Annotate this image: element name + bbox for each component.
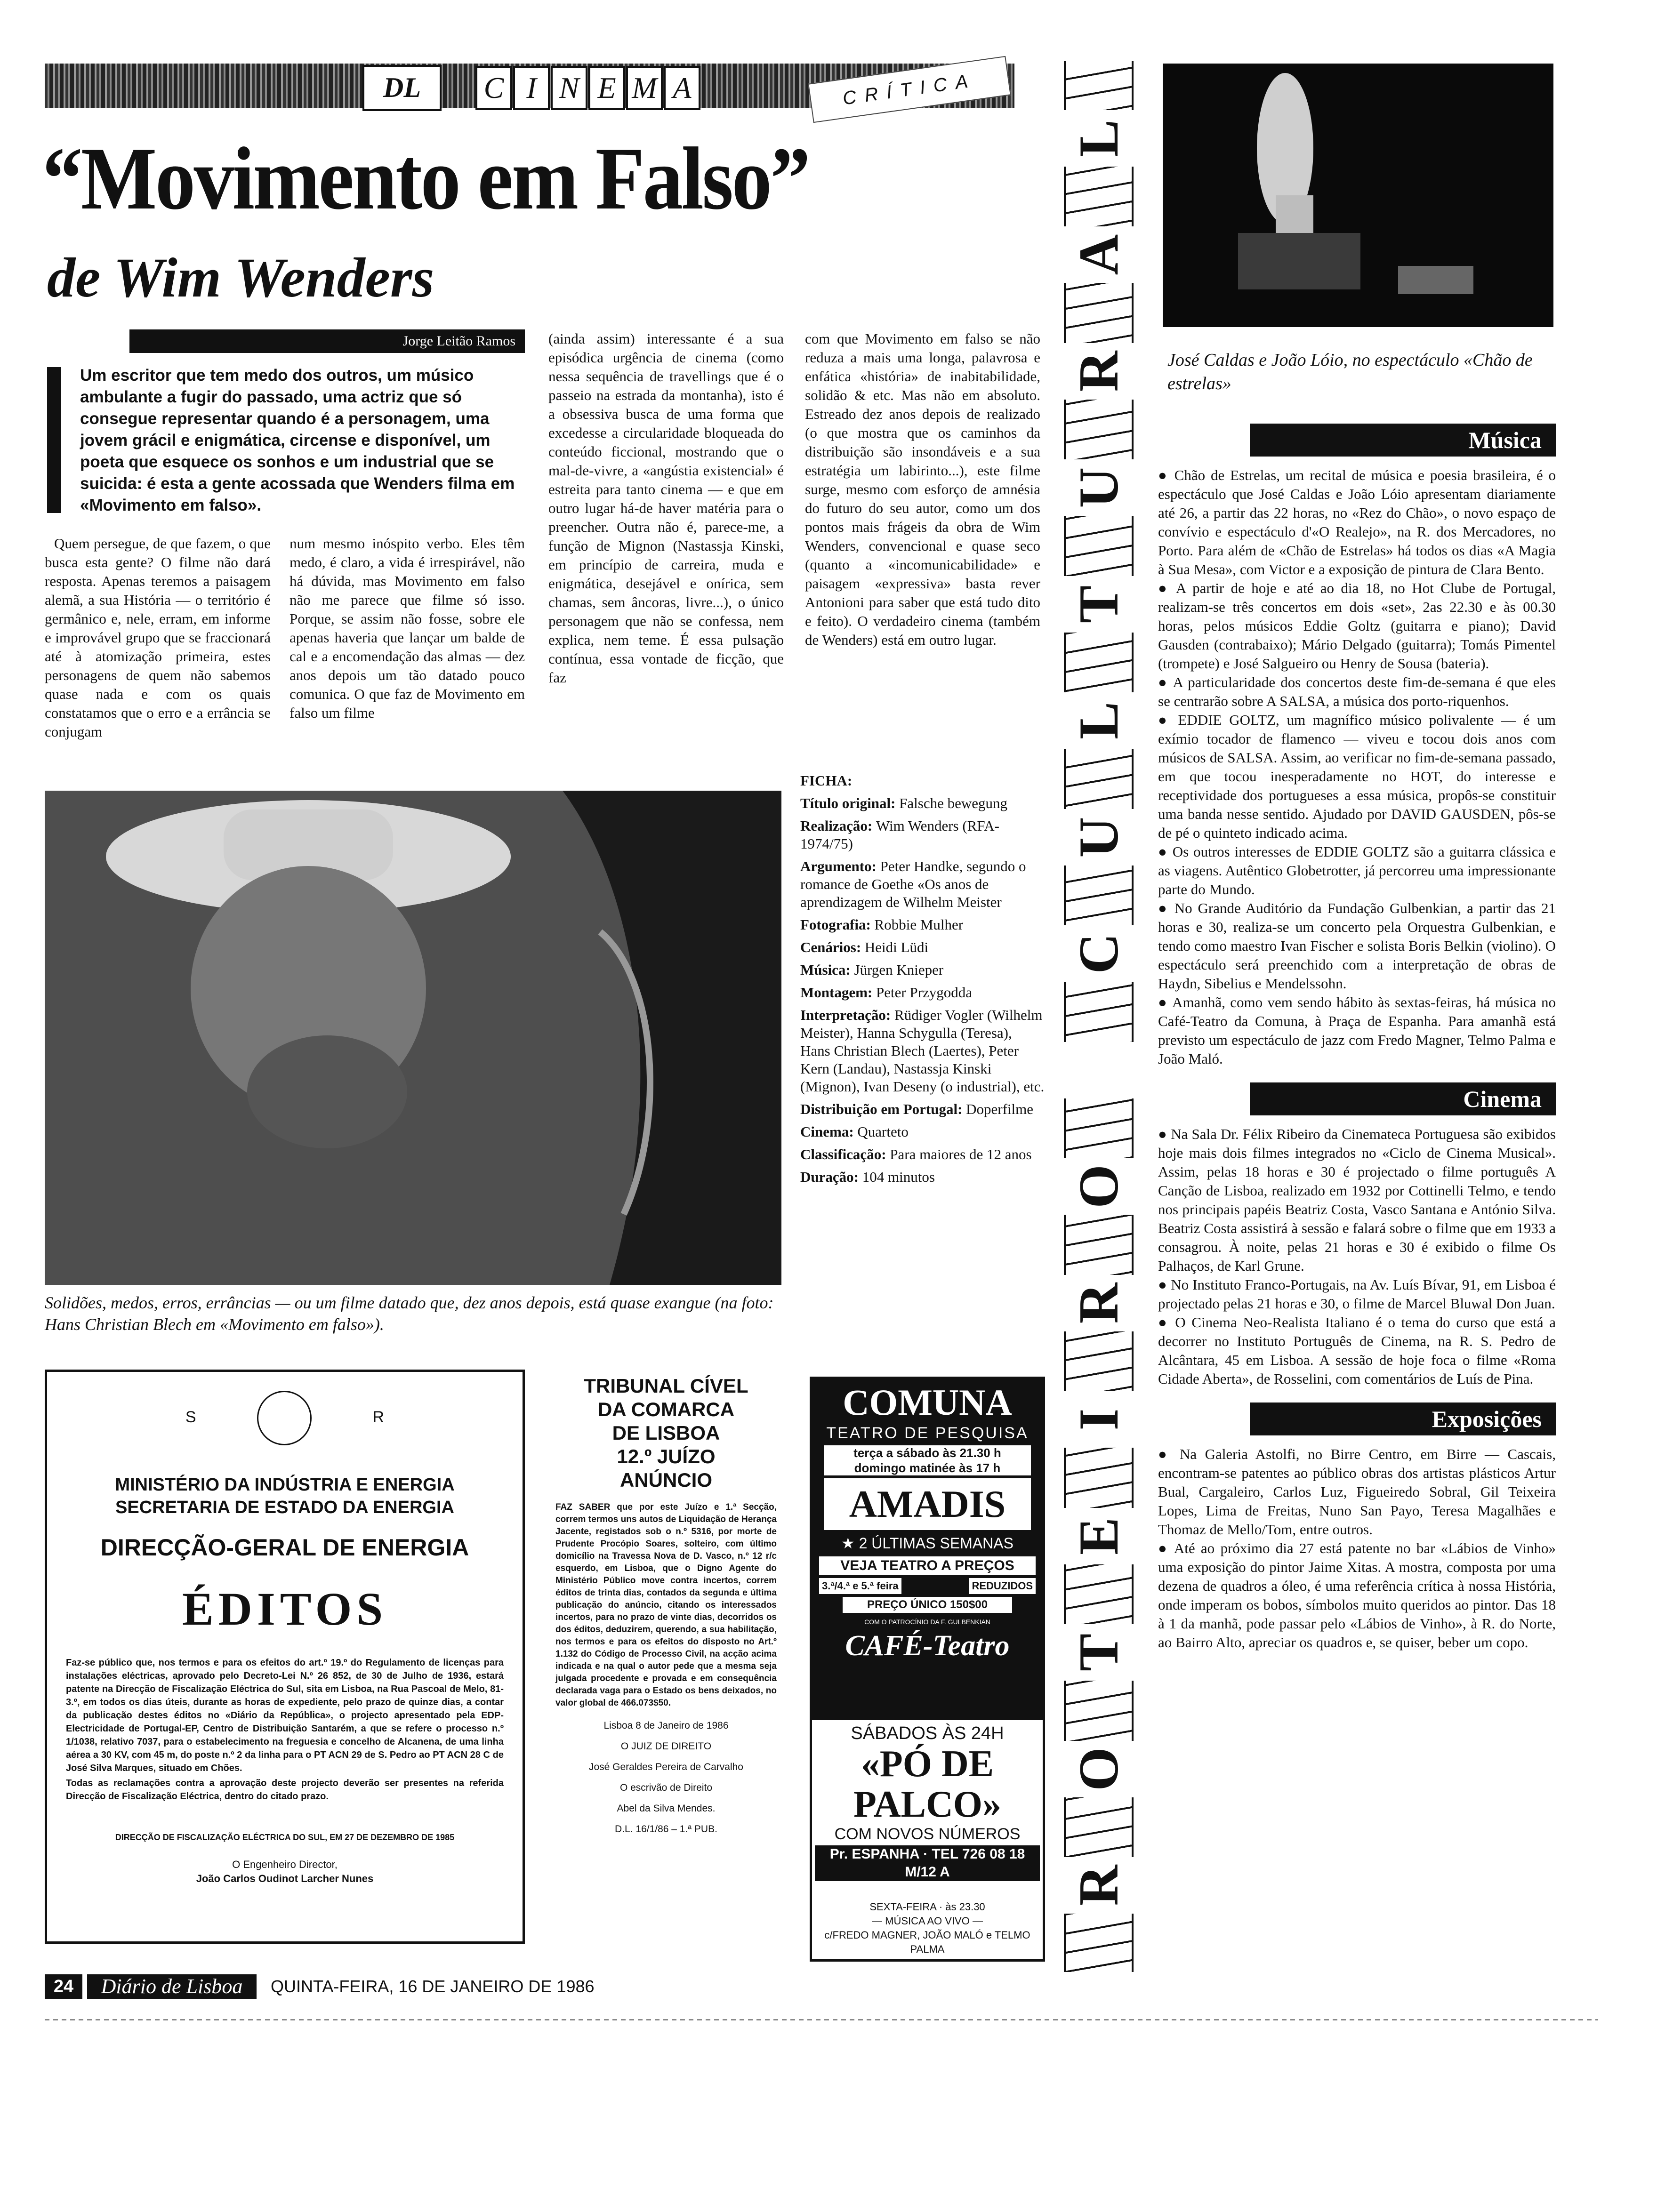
sidebar-item: ● EDDIE GOLTZ, um magnífico músico polivalente — é um exímio tocador de flamenco — viveu e tocou dois anos com músicos de SALSA. Assim, ao verificar no fim-de-semana passado, em que tocou inesperadamente no HOT, do interesse e receptividade dos portugueses a essa música, propôs-se constituir uma banda nesse sentido. Ajudado por DAVID GAUSDEN, pôs-se de pé o quinteto indicado acima. bbox=[1158, 712, 1556, 841]
banner-letter: O bbox=[1063, 1158, 1134, 1215]
sidebar-section-heading: Exposições bbox=[1250, 1403, 1556, 1435]
republic-seal: S R bbox=[47, 1391, 523, 1445]
sidebar-item: ● Chão de Estrelas, um recital de música e poesia brasileira, é o espectáculo que José Caldas e João Lóio apresentam diariamente até 26, a partir das 22 horas, no «Rez do Chão», o novo espaço de convívio e espectáculo d'«O Realejo», na R. dos Mercadores, no Porto. Para além de «Chão de Estrelas» há todos os dias «A Magia à Sua Mesa», com Victor e a exposição de pintura de Clara Bento. bbox=[1158, 467, 1556, 577]
ficha-row bbox=[800, 1168, 1045, 1186]
sidebar-photo-caption: José Caldas e João Lóio, no espectáculo «Chão de estrelas» bbox=[1167, 350, 1533, 393]
editos-body: Faz-se público que, nos termos e para os efeitos do art.º 19.º do Regulamento de licenças para instalações eléctricas, aprovado pelo Decreto-Lei N.º 26 852, de 30 de Julho de 1936, estará patente na Direcção de Fiscalização Eléctrica do Sul, sita em Lisboa, na Rua Pascoal de Melo, 81-3.º, em todos os dias úteis, durante as horas de expediente, pelo prazo de quinze dias, a contar da publicação destes éditos no «Diário da República», o projecto apresentado pela EDP-Electricidade de Portugal-EP, Centro de Distribuição Santarém, a que se refere o processo n.º 1/1038, relativo 7037, para o estabelecimento na freguesia e concelho de Alcanena, de uma linha aérea a 30 KV, com 45 m, do poste n.º 2 da linha para o PT ACN 29 de S. Pedro ao PT ACN 28 C de José Silva Marques, situado em Chões. bbox=[66, 1658, 504, 1773]
ministerio-line3: DIRECÇÃO-GERAL DE ENERGIA bbox=[100, 1534, 469, 1561]
section-letter: N bbox=[551, 66, 587, 110]
hat-man-illustration bbox=[45, 791, 781, 1285]
ficha-key: Cenários: bbox=[800, 939, 865, 955]
ficha-value: Rüdiger Vogler (Wilhelm Meister), Hanna Schygulla (Teresa), Hans Christian Blech (Laertes), Peter Kern (Landau), Nastassja Kinski (Mignon), Ivan Deseny (o industrial), etc. bbox=[800, 1007, 1045, 1095]
cafe-teatro: CAFÉ-Teatro bbox=[845, 1630, 1010, 1662]
coat-of-arms-icon bbox=[257, 1391, 312, 1445]
ficha-key: Cinema: bbox=[800, 1123, 858, 1140]
ficha-row bbox=[800, 1100, 1045, 1118]
banner-letter: O bbox=[1063, 1741, 1134, 1797]
weeks-note: ★ 2 ÚLTIMAS SEMANAS bbox=[841, 1535, 1014, 1552]
sidebar-photo bbox=[1163, 64, 1553, 327]
ministerio-line2: SECRETARIA DE ESTADO DA ENERGIA bbox=[115, 1498, 454, 1517]
section-letter: C bbox=[475, 66, 512, 110]
sidebar-section-heading: Música bbox=[1250, 424, 1556, 457]
signer-name: João Carlos Oudinot Larcher Nunes bbox=[196, 1873, 374, 1884]
photo-caption: Solidões, medos, erros, errâncias — ou um filme datado que, dez anos depois, está quase exangue (na foto: Hans Christian Blech em «Movimento em falso»). bbox=[45, 1293, 774, 1334]
banner-letter: L bbox=[1063, 110, 1134, 167]
article-column-1: Quem persegue, de que fazem, o que busca esta gente? O filme não dará resposta. Apenas teremos a paisagem alemã, a sua História — o território é germânico e, nele, erram, em informe e improvável grupo que se fraccionará até à atomização primeira, estes personagens de quem não sabemos quase nada e com os quais constatamos que o erro e a errância se conjugam bbox=[45, 535, 271, 740]
sidebar-item: ● Até ao próximo dia 27 está patente no bar «Lábios de Vinho» uma exposição do pintor Jaime Xitas. A mostra, composta por uma dezena de quadros a óleo, é uma referência crítica à nossa História, onde imperam os bobos, símbolos muito queridos ao pintor. Das 18 à 1 da manhã, pode passar pelo «Lábios de Vinho», à R. do Norte, ao Bairro Alto, apreciar os quadros e, se quiser, beber um copo. bbox=[1158, 1540, 1556, 1651]
editos-date: DIRECÇÃO DE FISCALIZAÇÃO ELÉCTRICA DO SUL, EM 27 DE DEZEMBRO DE 1985 bbox=[115, 1833, 455, 1842]
tribunal-title-line: DE LISBOA bbox=[612, 1422, 720, 1444]
article-subtitle: de Wim Wenders bbox=[47, 246, 434, 309]
tribunal-body: FAZ SABER que por este Juízo e 1.ª Secção, correm termos uns autos de Liquidação de Herança Jacente, registados sob o n.º 5316, por morte de Prudente Procópio Soares, solteiro, com último domicílio na Travessa Nova de D. Vasco, n.º 12 r/c esquerdo, em Lisboa, que o Digno Agente do Ministério Público move contra incertos, correm éditos de trinta dias, contados da segunda e última publicação do anúncio, citando os interessados incertos, para no prazo de vinte dias, decorridos os dos éditos, deduzirem, querendo, a sua habilitação, nos termos e para os efeitos do disposto no Art.º 1.132 do Código de Processo Civil, na acção acima indicada e na qual o autor pede que a mesma seja julgada procedente e provada e em consequência declarada vaga para o Estado os bens deixados, no valor global de 466.073$50. bbox=[555, 1502, 777, 1708]
comuna-times: terça a sábado às 21.30 h domingo matinée às 17 h bbox=[824, 1445, 1031, 1475]
sidebar-item: ● O Cinema Neo-Realista Italiano é o tema do curso que está a decorrer no Instituto Português de Cinema, na R. S. Pedro de Alcântara, 45 em Lisboa. A sessão de hoje foca o filme «Roma Cidade Aberta», de Rosselini, com comentários de Luís de Pina. bbox=[1158, 1314, 1556, 1387]
bottom-rule bbox=[45, 2019, 1598, 2020]
ficha-value: Wim Wenders (RFA-1974/75) bbox=[800, 817, 999, 852]
banner-letter: A bbox=[1063, 226, 1134, 283]
ficha-value: Jürgen Knieper bbox=[854, 962, 944, 978]
comuna-name: COMUNA bbox=[843, 1382, 1012, 1423]
banner-letter: U bbox=[1063, 809, 1134, 866]
ficha-value: Peter Przygodda bbox=[876, 984, 973, 1001]
banner-letter: L bbox=[1063, 692, 1134, 749]
friday-line: SEXTA-FEIRA · às 23.30 bbox=[869, 1901, 985, 1913]
ficha-value: Falsche bewegung bbox=[899, 795, 1007, 811]
ficha-box bbox=[800, 772, 1045, 1186]
ficha-value: Quarteto bbox=[857, 1123, 909, 1140]
sidebar-item: ● A partir de hoje e até ao dia 18, no Hot Clube de Portugal, realizam-se três concertos em dois «set», 2as 22.30 e às 00.30 horas, pelos músicos Eddie Goltz (guitarra e piano); David Gausden (contrabaixo); Mário Delgado (guitarra); Tomás Pimentel (trompete) e José Salgueiro ou Henry de Sousa (bateria). bbox=[1158, 580, 1556, 672]
banner-letter: C bbox=[1063, 925, 1134, 982]
sidebar-item: ● Os outros interesses de EDDIE GOLTZ são a guitarra clássica e as viagens. Autêntico Globetrotter, já percorreu uma impressionante parte do Mundo. bbox=[1158, 843, 1556, 898]
ficha-row bbox=[800, 1146, 1045, 1163]
banner-letter: R bbox=[1063, 1275, 1134, 1331]
promo-line: VEJA TEATRO A PREÇOS bbox=[819, 1556, 1036, 1575]
article-lead: Um escritor que tem medo dos outros, um músico ambulante a fugir do passado, uma actriz que só consegue representar quando é a personagem, uma jovem grácil e enigmática, circense e disponível, um poeta que esquece os sonhos e um industrial que se suicida: é esta a gente acossada que Wenders filma em «Movimento em falso». bbox=[80, 366, 515, 514]
address-line: Pr. ESPANHA · TEL 726 08 18 M/12 A bbox=[815, 1845, 1040, 1881]
tribunal-title-line: 12.º JUÍZO bbox=[617, 1445, 716, 1467]
reduced-line: 3.ª/4.ª e 5.ª feira REDUZIDOS bbox=[819, 1578, 1036, 1594]
comuna-sub: TEATRO DE PESQUISA bbox=[826, 1424, 1029, 1442]
section-letter: I bbox=[513, 66, 550, 110]
ficha-key: Distribuição em Portugal: bbox=[800, 1101, 966, 1117]
critica-tag: CRÍTICA bbox=[808, 56, 1011, 123]
issue-date: QUINTA-FEIRA, 16 DE JANEIRO DE 1986 bbox=[271, 1977, 595, 1996]
banner-letter bbox=[1063, 1042, 1134, 1098]
new-numbers: COM NOVOS NÚMEROS bbox=[834, 1825, 1021, 1843]
footer bbox=[45, 1974, 981, 1999]
ficha-key: Interpretação: bbox=[800, 1007, 895, 1023]
po-de-palco: «PÓ DE PALCO» bbox=[853, 1743, 1002, 1825]
ficha-value: 104 minutos bbox=[862, 1169, 935, 1185]
ficha-key: Montagem: bbox=[800, 984, 876, 1001]
judge-name: José Geraldes Pereira de Carvalho bbox=[588, 1762, 743, 1772]
sidebar-item: ● A particularidade dos concertos deste fim-de-semana é que eles se centrarão sobre A SALSA, a música dos porto-riquenhos. bbox=[1158, 674, 1556, 709]
ficha-row bbox=[800, 817, 1045, 853]
clerk-name: Abel da Silva Mendes. bbox=[617, 1803, 716, 1814]
ficha-key: Título original: bbox=[800, 795, 900, 811]
ficha-key: Fotografia: bbox=[800, 916, 875, 933]
ficha-value: Doperfilme bbox=[966, 1101, 1034, 1117]
ficha-row bbox=[800, 938, 1045, 956]
sponsor-line: COM O PATROCÍNIO DA F. GULBENKIAN bbox=[864, 1618, 990, 1626]
publication-ref: D.L. 16/1/86 – 1.ª PUB. bbox=[615, 1824, 717, 1835]
banner-letter: R bbox=[1063, 343, 1134, 400]
ficha-value: Para maiores de 12 anos bbox=[890, 1146, 1032, 1162]
stage-illustration bbox=[1163, 64, 1553, 327]
tribunal-notice bbox=[555, 1374, 777, 1836]
live-music: — MÚSICA AO VIVO — bbox=[872, 1915, 983, 1927]
ficha-row bbox=[800, 1123, 1045, 1141]
ficha-value: Heidi Lüdi bbox=[864, 939, 929, 955]
newspaper-logo: DL bbox=[362, 65, 442, 111]
sidebar-item: ● Amanhã, como vem sendo hábito às sextas-feiras, há música no Café-Teatro da Comuna, à Praça de Espanha. Para amanhã está previsto um espectáculo de jazz com Fredo Magner, Telmo Palma e João Maló. bbox=[1158, 994, 1556, 1067]
editos-title: ÉDITOS bbox=[182, 1583, 388, 1635]
sidebar-item: ● No Instituto Franco-Portugais, na Av. Luís Bívar, 91, em Lisboa é projectado pelas 21 horas e 30, o filme de Marcel Bluwal Don Juan. bbox=[1158, 1276, 1556, 1312]
tribunal-title-line: TRIBUNAL CÍVEL bbox=[584, 1375, 748, 1397]
banner-letter: T bbox=[1063, 576, 1134, 633]
musicians: c/FREDO MAGNER, JOÃO MALÓ e TELMO PALMA bbox=[824, 1929, 1030, 1955]
ficha-key: Argumento: bbox=[800, 858, 880, 874]
banner-letter: R bbox=[1063, 1857, 1134, 1914]
article-title: “Movimento em Falso” bbox=[42, 129, 809, 228]
banner-letter: T bbox=[1063, 1624, 1134, 1681]
section-letter: E bbox=[588, 66, 625, 110]
cafe-teatro-box bbox=[810, 1720, 1045, 1962]
lead-bar bbox=[47, 367, 61, 513]
ficha-row bbox=[800, 961, 1045, 979]
tribunal-title-line: ANÚNCIO bbox=[620, 1469, 712, 1491]
film-still-photo bbox=[45, 791, 781, 1285]
ministerio-notice bbox=[45, 1370, 525, 1944]
ficha-row bbox=[800, 916, 1045, 934]
ficha-row bbox=[800, 794, 1045, 812]
ficha-row bbox=[800, 1006, 1045, 1096]
ficha-row bbox=[800, 858, 1045, 911]
page-number: 24 bbox=[45, 1974, 82, 1999]
ficha-value: Peter Handke, segundo o romance de Goethe «Os anos de aprendizagem de Wilhelm Meister bbox=[800, 858, 1026, 910]
tribunal-date: Lisboa 8 de Janeiro de 1986 bbox=[603, 1720, 729, 1731]
signer-title: O Engenheiro Director, bbox=[232, 1859, 338, 1870]
roteiro-cultural-banner bbox=[1064, 61, 1134, 1972]
sidebar-item: ● Na Galeria Astolfi, no Birre Centro, em Birre — Cascais, encontram-se patentes ao público obras dos artistas plásticos Artur Bual, Cargaleiro, Carlos Luz, Figueiredo Sobral, Gil Teixeira Lopes, Lima de Freitas, Nuno San Payo, Teresa Magalhães e Thomaz de Mello/Tom, entre outros. bbox=[1158, 1446, 1556, 1538]
sidebar-item: ● No Grande Auditório da Fundação Gulbenkian, a partir das 21 horas e 30, realiza-se um concerto pela Orquestra Gulbenkian, e tendo como maestro Ivan Fischer e solista Boris Belkin (violino). O espectáculo será preenchido com a interpretação de obras de Haydn, Sibelius e Mendelssohn. bbox=[1158, 900, 1556, 992]
ministerio-line1: MINISTÉRIO DA INDÚSTRIA E ENERGIA bbox=[115, 1475, 455, 1495]
article-column-2: num mesmo inóspito verbo. Eles têm medo, é claro, a vida é irrespirável, não há dúvida, mas Movimento em falso não me parece que filme só isso. Porque, se assim não fosse, sobre ele apenas haveria que lançar um balde de cal e a encomendação das almas — dez anos depois um tão datado pouco comunica. O que faz de Movimento em falso um filme bbox=[290, 535, 525, 721]
ficha-heading: FICHA: bbox=[800, 772, 853, 789]
saturdays: SÁBADOS ÀS 24H bbox=[851, 1723, 1004, 1743]
banner-letter: U bbox=[1063, 459, 1134, 516]
section-letter: M bbox=[626, 66, 663, 110]
comuna-ad bbox=[810, 1377, 1045, 1955]
section-letter: A bbox=[664, 66, 700, 110]
tribunal-title-line: DA COMARCA bbox=[597, 1398, 735, 1420]
ficha-row bbox=[800, 984, 1045, 1002]
sidebar-section-heading: Cinema bbox=[1250, 1082, 1556, 1115]
article-column-3: (ainda assim) interessante é a sua episódica urgência de cinema (como nessa sequência de travellings que é o passeio na estrada da montanha), isto é a obsessiva busca de uma forma que excedesse a circularidade bloqueada do conteúdo ficcional, mostrando que o mal-de-vivre, a «angústia existencial» é estreita para tanto cinema — e que em outro lugar há-de haver matéria para o preencher. Outra não é, parece-me, a função de Mignon (Nastassja Kinski, em princípio de carreira, muda e enigmática, desejável e onírica, sem chamas, sem âncoras, livre...), o único personagem que não se confessa, nem explica, nem teme. É essa pulsação contínua, essa vontade de ficção, que faz bbox=[548, 330, 784, 686]
article-column-4: com que Movimento em falso se não reduza a mais uma longa, palavrosa e enfática «história» de inabitabilidade, solidão & etc. Mas não em absoluto. Estreado dez anos depois de realizado (o que mostra que os caminhos da distribuição são insondáveis e a sua estratégia um labirinto...), este filme surge, mesmo com esforço de amnésia do futuro do seu autor, como um dos pontos mais frágeis da obra de Wim Wenders, convencional e quase seco (quanto a «incomunicabilidade» e paisagem «expressiva» basta rever Antonioni para saber que está tudo dito e feito). O verdadeiro cinema (também de Wenders) está em outro lugar. bbox=[805, 330, 1040, 648]
sidebar-item: ● Na Sala Dr. Félix Ribeiro da Cinemateca Portuguesa são exibidos hoje mais dois filmes integrados no «Ciclo de Cinema Musical». Assim, pelas 18 horas e 30 é projectado o filme português A Canção de Lisboa, realizado em 1932 por Cottinelli Telmo, e tendo nos principais papéis Beatriz Costa, Vasco Santana e António Silva. Beatriz Costa assistirá à sessão e falará sobre o filme que em 1933 a consagrou. À noite, pelas 21 horas e 30 é exibido o filme Os Palhaços, de Karl Grune. bbox=[1158, 1126, 1556, 1274]
clerk-title: O escrivão de Direito bbox=[619, 1782, 713, 1793]
ficha-key: Realização: bbox=[800, 817, 876, 834]
byline: Jorge Leitão Ramos bbox=[129, 329, 525, 353]
editos-body-2: Todas as reclamações contra a aprovação deste projecto deverão ser presentes na referida Direcção de Fiscalização Eléctrica, dentro do citado prazo. bbox=[66, 1778, 504, 1802]
ficha-key: Música: bbox=[800, 962, 854, 978]
comuna-ad-dark bbox=[810, 1377, 1045, 1720]
judge-title: O JUIZ DE DIREITO bbox=[620, 1741, 712, 1752]
ficha-value: Robbie Mulher bbox=[874, 916, 964, 933]
paper-name: Diário de Lisboa bbox=[87, 1974, 257, 1999]
ficha-key: Duração: bbox=[800, 1169, 862, 1185]
sidebar-sections bbox=[1158, 424, 1556, 1652]
amadis-title: AMADIS bbox=[824, 1478, 1031, 1530]
ficha-key: Classificação: bbox=[800, 1146, 890, 1162]
banner-letter: E bbox=[1063, 1508, 1134, 1564]
price-line: PREÇO ÚNICO 150$00 bbox=[843, 1597, 1012, 1613]
banner-letter: I bbox=[1063, 1391, 1134, 1448]
